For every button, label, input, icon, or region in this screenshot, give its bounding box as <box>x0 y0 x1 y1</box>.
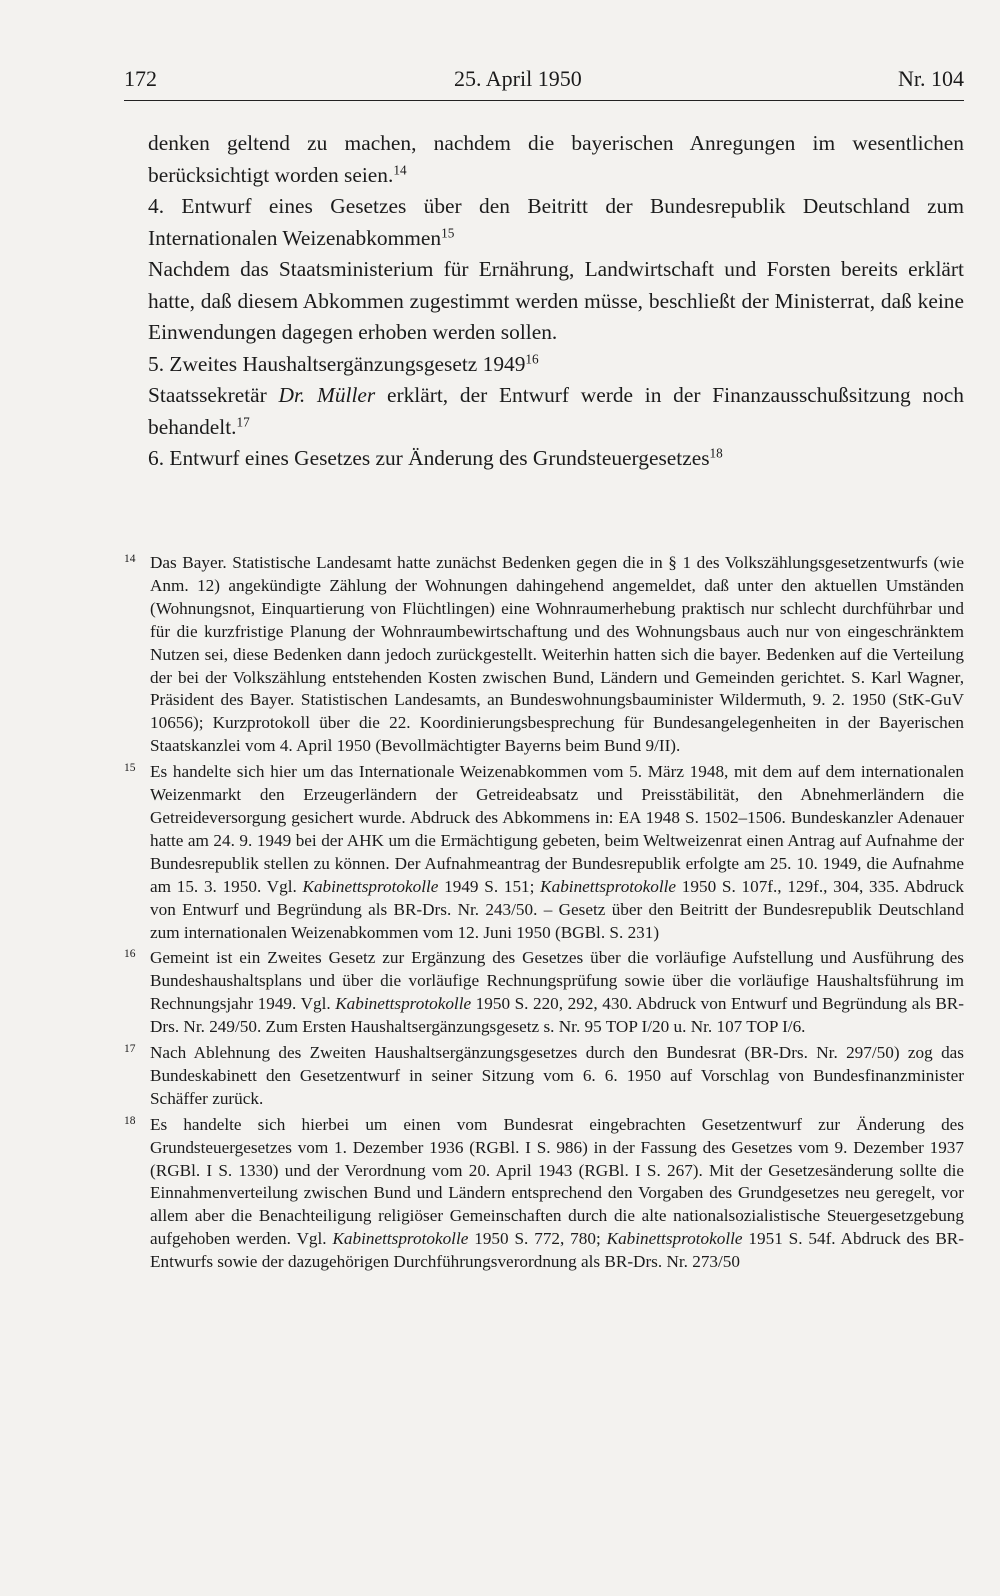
issue-number: Nr. 104 <box>898 66 964 91</box>
footnote-ref[interactable]: 16 <box>525 351 539 367</box>
footnote-16 <box>124 947 964 1039</box>
person-name: Dr. Müller <box>278 383 376 407</box>
paragraph-continuation: denken geltend zu machen, nachdem die bayerischen Anregungen im wesentlichen berücksichtigt worden seien.$^{14}$ <box>148 131 964 187</box>
item-4-text: Nachdem das Staatsministerium für Ernährung, Landwirtschaft und Forsten bereits erklärt hatte, daß diesem Abkommen zugestimmt werden müsse, beschließt der Ministerrat, daß keine Einwendungen dagegen erhoben werden sollen. <box>148 257 964 344</box>
footnotes-section <box>124 552 964 1276</box>
item-4-heading: 4. Entwurf eines Gesetzes über den Beitritt der Bundesrepublik Deutschland zum Internationalen Weizenabkommen$^{15}$ <box>148 194 964 250</box>
header-date: 25. April 1950 <box>454 66 582 91</box>
footnote-17 <box>124 1042 964 1111</box>
footnote-number: 15 <box>124 762 136 775</box>
footnote-text: Es handelte sich hier um das Internationale Weizenabkommen vom 5. März 1948, mit dem auf dem internationalen Weizenmarkt den Erzeugerländern der Getreideabsatz und Preisstäbilität, den Abnehmerländern die Getreideversorgung gesichert wurde. Abdruck des Abkommens in: EA 1948 S. 1502–1506. Bundeskanzler Adenauer hatte am 24. 9. 1949 bei der AHK um die Ermächtigung gebeten, beim Weltweizenrat einen Antrag auf Aufnahme der Bundesrepublik stellen zu können. Der Aufnahmeantrag der Bundesrepublik erfolgte am 25. 10. 1949, die Aufnahme am 15. 3. 1950. Vgl. Kabinettsprotokolle 1949 S. 151; Kabinettsprotokolle 1950 S. 107f., 129f., 304, 335. Abdruck von Entwurf und Begründung als BR-Drs. Nr. 243/50. – Gesetz über den Beitritt der Bundesrepublik Deutschland zum internationalen Weizenabkommen vom 12. Juni 1950 (BGBl. S. 231) <box>150 762 964 942</box>
footnote-text: Das Bayer. Statistische Landesamt hatte zunächst Bedenken gegen die in § 1 des Volkszählungsgesetzentwurfs (wie Anm. 12) angekündigte Zählung der Wohnungen dahingehend angemeldet, daß unter den aktuellen Umständen (Wohnungsnot, Einquartierung von Flüchtlingen) eine Wohnraumerhebung praktisch nur schlecht durchführbar und für die kurzfristige Planung der Wohnraumbewirtschaftung und des Wohnungsbaus auch nur von eingeschränktem Nutzen sei, diese Bedenken dann jedoch zurückgestellt. Weiterhin hatten sich die bayer. Bedenken auf die Verteilung der bei der Volkszählung entstehenden Kosten zwischen Bund, Ländern und Gemeinden gerichtet. S. Karl Wagner, Präsident des Bayer. Statistischen Landesamts, an Bundeswohnungsbauminister Wildermuth, 9. 2. 1950 (StK-GuV 10656); Kurzprotokoll über die 22. Koordinierungsbesprechung für Bundesangelegenheiten in der Bayerischen Staatskanzlei vom 4. April 1950 (Bevollmächtigter Bayerns beim Bund 9/II). <box>150 553 964 756</box>
footnote-number: 14 <box>124 553 136 565</box>
footnote-text: Nach Ablehnung des Zweiten Haushaltsergänzungsgesetzes durch den Bundesrat (BR-Drs. Nr. 297/50) zog das Bundeskabinett den Gesetzentwurf in seiner Sitzung vom 6. 6. 1950 auf Vorschlag von Bundesfinanzminister Schäffer zurück. <box>150 1043 964 1108</box>
footnote-text: Es handelte sich hierbei um einen vom Bundesrat eingebrachten Gesetzentwurf zur Änderung des Grundsteuergesetzes vom 1. Dezember 1936 (RGBl. I S. 986) in der Fassung des Gesetzes vom 9. Dezember 1937 (RGBl. I S. 1330) und der Verordnung vom 20. April 1943 (RGBl. I S. 267). Mit der Gesetzesänderung sollte die Einnahmenverteilung zwischen Bund und Ländern entsprechend den Vorgaben des Grundgesetzes neu geregelt, vor allem aber die Benachteiligung religiöser Gemeinschaften durch die alte nationalsozialistische Steuergesetzgebung aufgehoben werden. Vgl. Kabinettsprotokolle 1950 S. 772, 780; Kabinettsprotokolle 1951 S. 54f. Abdruck des BR-Entwurfs sowie der dazugehörigen Durchführungsverordnung als BR-Drs. Nr. 273/50 <box>150 1114 964 1272</box>
page-number: 172 <box>124 66 157 91</box>
footnote-ref[interactable]: 14 <box>393 162 407 178</box>
main-text <box>148 128 964 475</box>
footnote-ref[interactable]: 17 <box>236 414 250 430</box>
footnote-number: 16 <box>124 948 136 961</box>
running-header <box>124 64 964 101</box>
footnote-number: 17 <box>124 1043 136 1056</box>
footnote-14 <box>124 552 964 758</box>
footnote-18 <box>124 1114 964 1274</box>
footnote-number: 18 <box>124 1114 136 1127</box>
footnote-text: Gemeint ist ein Zweites Gesetz zur Ergänzung des Gesetzes über die vorläufige Aufstellung und Ausführung des Bundeshaushaltsplans und über die vorläufige Rechnungsprüfung sowie über die vorläufige Haushaltsführung im Rechnungsjahr 1949. Vgl. Kabinettsprotokolle 1950 S. 220, 292, 430. Abdruck von Entwurf und Begründung als BR-Drs. Nr. 249/50. Zum Ersten Haushaltsergänzungsgesetz s. Nr. 95 TOP I/20 u. Nr. 107 TOP I/6. <box>150 948 964 1037</box>
item-5-heading: 5. Zweites Haushaltsergänzungsgesetz 1949$^{16}$ <box>148 351 539 376</box>
footnote-15 <box>124 761 964 944</box>
footnote-ref[interactable]: 15 <box>441 225 455 241</box>
footnote-ref[interactable]: 18 <box>709 445 723 461</box>
item-6-heading: 6. Entwurf eines Gesetzes zur Änderung des Grundsteuergesetzes$^{18}$ <box>148 445 723 470</box>
item-5-text: Staatssekretär Dr. Müller erklärt, der Entwurf werde in der Finanzausschußsitzung noch behandelt.$^{17}$ <box>148 383 964 439</box>
